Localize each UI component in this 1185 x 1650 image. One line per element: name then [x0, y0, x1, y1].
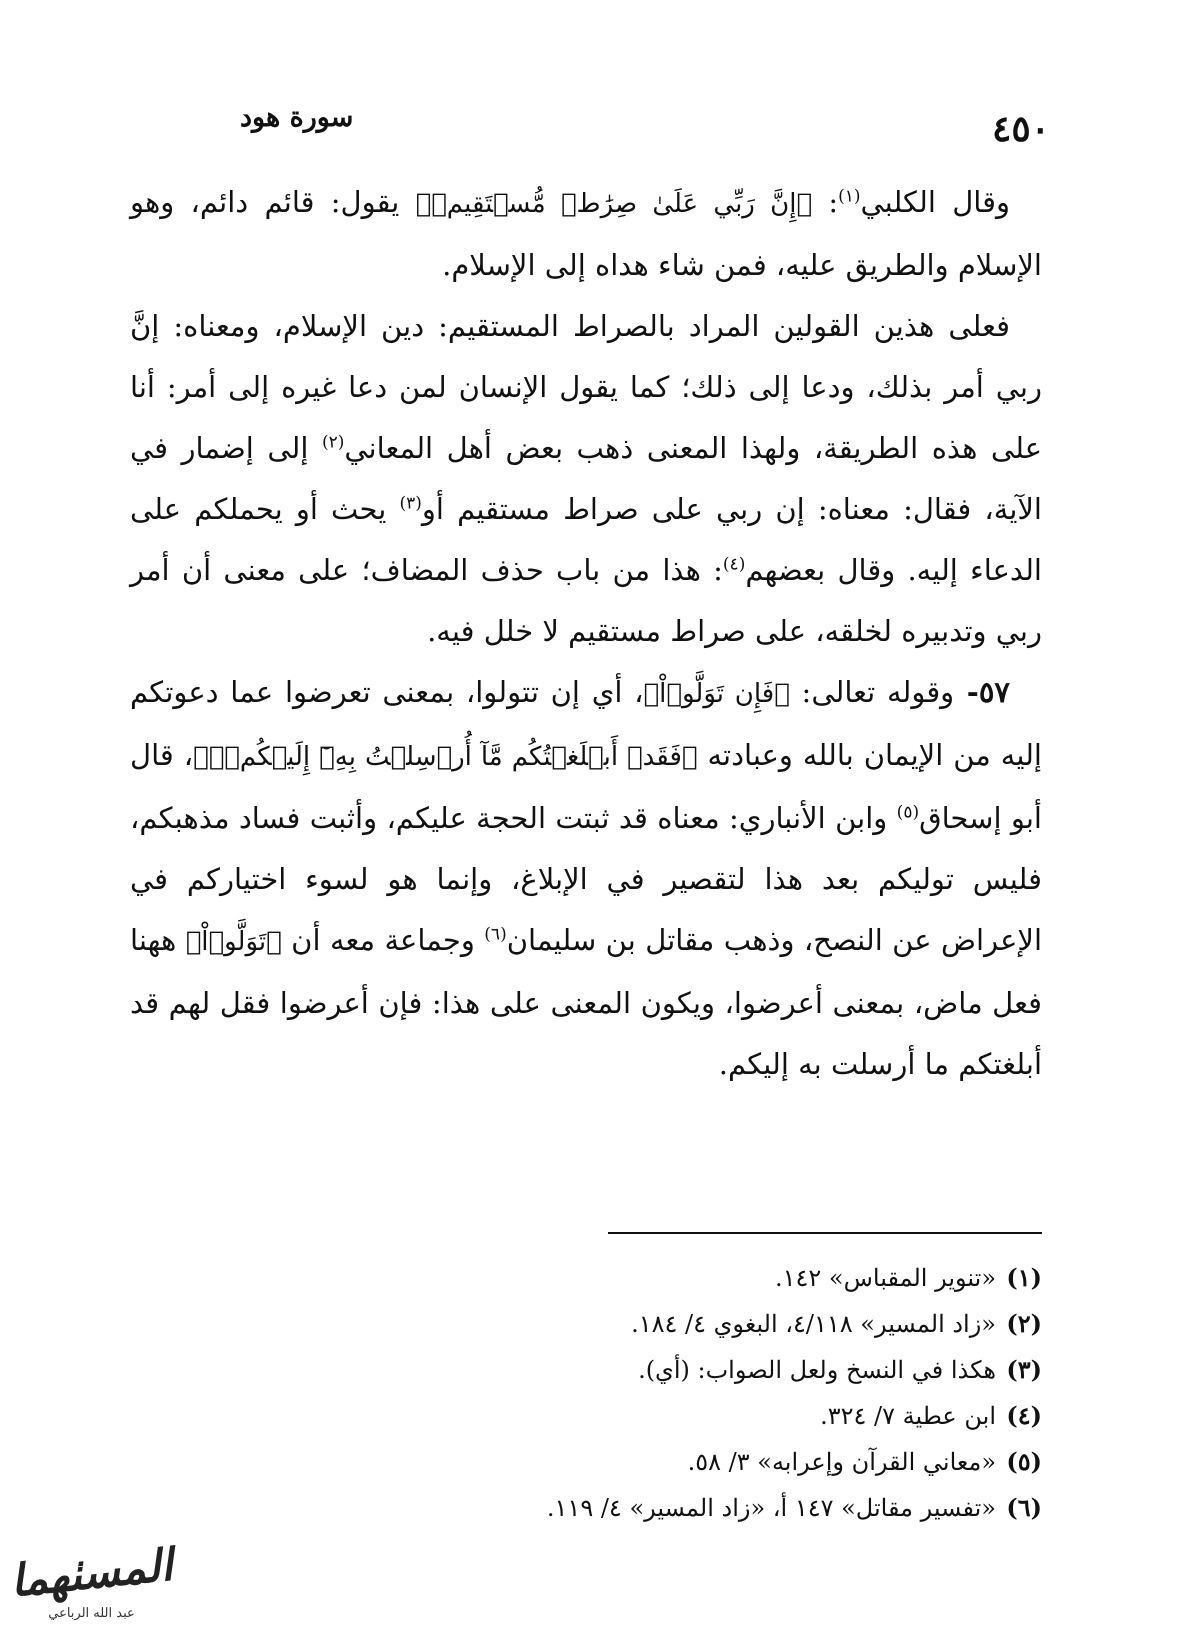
text-run: ههنا فعل ماض، بمعنى أعرضوا، ويكون المعنى على هذا: فإن أعرضوا فقل لهم قد أبلغتكم ما أرسلت به إليكم.: [130, 923, 1042, 1081]
text-run: يقول: قائم دائم، وهو الإسلام والطريق عليه، فمن شاء هداه إلى الإسلام.: [130, 185, 1042, 282]
footnote-number: (١): [1006, 1263, 1042, 1292]
footnote-text: «معاني القرآن وإعرابه» ٣/ ٥٨.: [687, 1448, 996, 1476]
footnote-item: [342, 1485, 1042, 1531]
quran-quote: ﴿فَقَدۡ أَبۡلَغۡتُكُم مَّآ أُرۡسِلۡتُ بِهِۦٓ إِلَيۡكُمۡۚ﴾: [193, 742, 698, 772]
text-run: ، أي إن تتولوا، بمعنى تعرضوا عما دعوتكم إليه من الإيمان بالله وعبادته: [130, 675, 1042, 772]
footnotes: [342, 1255, 1042, 1531]
publisher-logo: [4, 1539, 179, 1630]
footnote-item: [342, 1255, 1042, 1301]
footnote-ref-3: (٣): [399, 493, 422, 514]
text-run: وقوله تعالى:: [789, 675, 955, 709]
running-header: [130, 100, 1050, 150]
footnote-text: ابن عطية ٧/ ٣٢٤.: [820, 1402, 996, 1430]
quran-quote: ﴿إِنَّ رَبِّي عَلَىٰ صِرَٰطٖ مُّسۡتَقِيمٖ﴾: [415, 189, 813, 219]
text-run: يحث أو يحملكم على الدعاء إليه. وقال بعضهم: [130, 492, 1042, 587]
text-run: ، قال أبو إسحاق: [130, 738, 1042, 835]
logo-mark: المسٺهما: [7, 1539, 176, 1608]
paragraph: [130, 662, 1042, 1095]
footnote-text: «تفسير مقاتل» ١٤٧ أ، «زاد المسير» ٤/ ١١٩.: [546, 1494, 996, 1522]
footnote-ref-5: (٥): [896, 802, 920, 823]
logo-caption: عبد الله الرباعي: [48, 1606, 135, 1621]
footnote-text: «تنوير المقباس» ١٤٢.: [774, 1264, 996, 1292]
footnote-number: (٢): [1006, 1309, 1042, 1338]
paragraph: [130, 172, 1042, 296]
footnote-item: [342, 1439, 1042, 1485]
main-text: [130, 172, 1042, 1095]
verse-number: ٥٧-: [954, 675, 1010, 709]
footnote-text: «زاد المسير» ٤/١١٨، البغوي ٤/ ١٨٤.: [631, 1310, 996, 1338]
footnote-item: [342, 1347, 1042, 1393]
footnote-ref-1: (١): [838, 186, 861, 207]
surah-title: سورة هود: [240, 102, 354, 133]
text-run: إلى إضمار في الآية، فقال: معناه: إن ربي على صراط مستقيم أو: [130, 431, 1042, 526]
text-run: وقال الكلبي: [860, 185, 1010, 219]
footnote-number: (٤): [1006, 1401, 1042, 1430]
footnote-text: هكذا في النسخ ولعل الصواب: (أي).: [638, 1356, 996, 1384]
footnote-divider: [608, 1232, 1042, 1234]
footnote-item: [342, 1301, 1042, 1347]
quran-quote: ﴿فَإِن تَوَلَّوۡاْ﴾: [643, 679, 790, 709]
footnote-number: (٣): [1006, 1355, 1042, 1384]
footnote-ref-6: (٦): [484, 924, 507, 945]
footnote-number: (٦): [1006, 1493, 1042, 1522]
text-run: وابن الأنباري: معناه قد ثبتت الحجة عليكم، وأثبت فساد مذهبكم، فليس توليكم بعد هذا لتقصير في الإبلاغ، وإنما هو لسوء اختياركم في الإعراض عن النصح، وذهب مقاتل بن سليمان: [130, 801, 1043, 957]
text-run: :: [812, 185, 839, 219]
footnote-number: (٥): [1006, 1447, 1042, 1476]
text-run: : هذا من باب حذف المضاف؛ على معنى أن أمر ربي وتدبيره لخلقه، على صراط مستقيم لا خلل فيه.: [130, 553, 1042, 648]
page-number: ٤٥٠: [991, 108, 1050, 150]
footnote-item: [342, 1393, 1042, 1439]
text-run: وجماعة معه أن: [281, 923, 485, 957]
footnote-ref-2: (٢): [321, 432, 345, 453]
text-run: فعلى هذين القولين المراد بالصراط المستقيم: دين الإسلام، ومعناه: إنَّ ربي أمر بذلك، ودعا إلى ذلك؛ كما يقول الإنسان لمن دعا غيره إلى أمر: أنا على هذه الطريقة، ولهذا المعنى ذهب بعض أهل المعاني: [130, 309, 1043, 465]
footnote-ref-4: (٤): [722, 554, 746, 575]
paragraph: [130, 296, 1042, 662]
quran-quote: ﴿تَوَلَّوۡاْ﴾: [185, 927, 282, 957]
